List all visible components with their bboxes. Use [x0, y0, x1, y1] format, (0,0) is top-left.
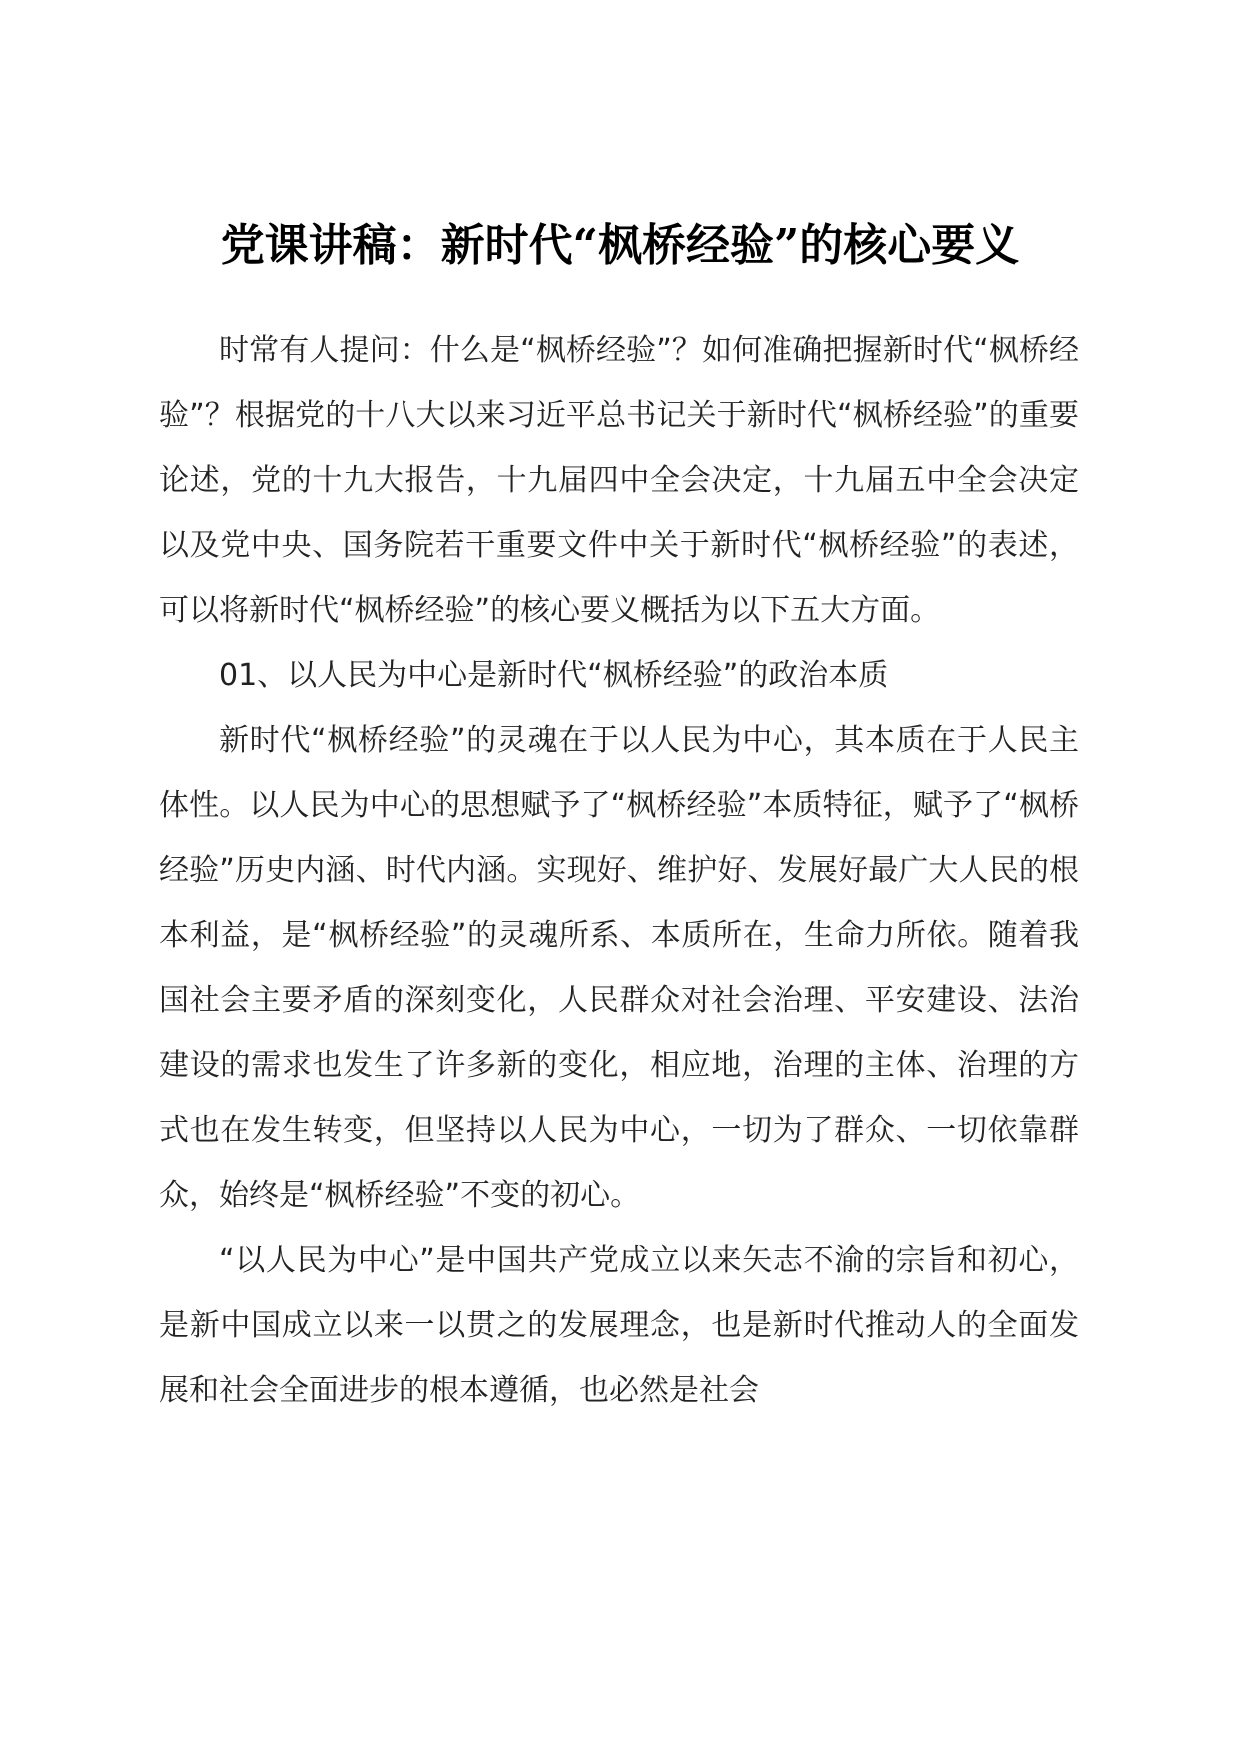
- document-title: 党课讲稿：新时代“枫桥经验”的核心要义: [220, 220, 1020, 271]
- section-01-paragraph-2: “以人民为中心”是中国共产党成立以来矢志不渝的宗旨和初心，是新中国成立以来一以贯之的发展理念，也是新时代推动人的全面发展和社会全面进步的根本遵循，也必然是社会: [159, 1243, 1079, 1408]
- document-body: [159, 318, 1079, 1423]
- section-heading-01: 01、以人民为中心是新时代“枫桥经验”的政治本质: [219, 658, 889, 693]
- section-01-paragraph-1: 新时代“枫桥经验”的灵魂在于以人民为中心，其本质在于人民主体性。以人民为中心的思想赋予了“枫桥经验”本质特征，赋予了“枫桥经验”历史内涵、时代内涵。实现好、维护好、发展好最广大人民的根本利益，是“枫桥经验”的灵魂所系、本质所在，生命力所依。随着我国社会主要矛盾的深刻变化，人民群众对社会治理、平安建设、法治建设的需求也发生了许多新的变化，相应地，治理的主体、治理的方式也在发生转变，但坚持以人民为中心，一切为了群众、一切依靠群众，始终是“枫桥经验”不变的初心。: [159, 723, 1079, 1213]
- intro-paragraph: 时常有人提问：什么是“枫桥经验”？如何准确把握新时代“枫桥经验”？根据党的十八大以来习近平总书记关于新时代“枫桥经验”的重要论述，党的十九大报告，十九届四中全会决定，十九届五中全会决定以及党中央、国务院若干重要文件中关于新时代“枫桥经验”的表述，可以将新时代“枫桥经验”的核心要义概括为以下五大方面。: [159, 333, 1079, 628]
